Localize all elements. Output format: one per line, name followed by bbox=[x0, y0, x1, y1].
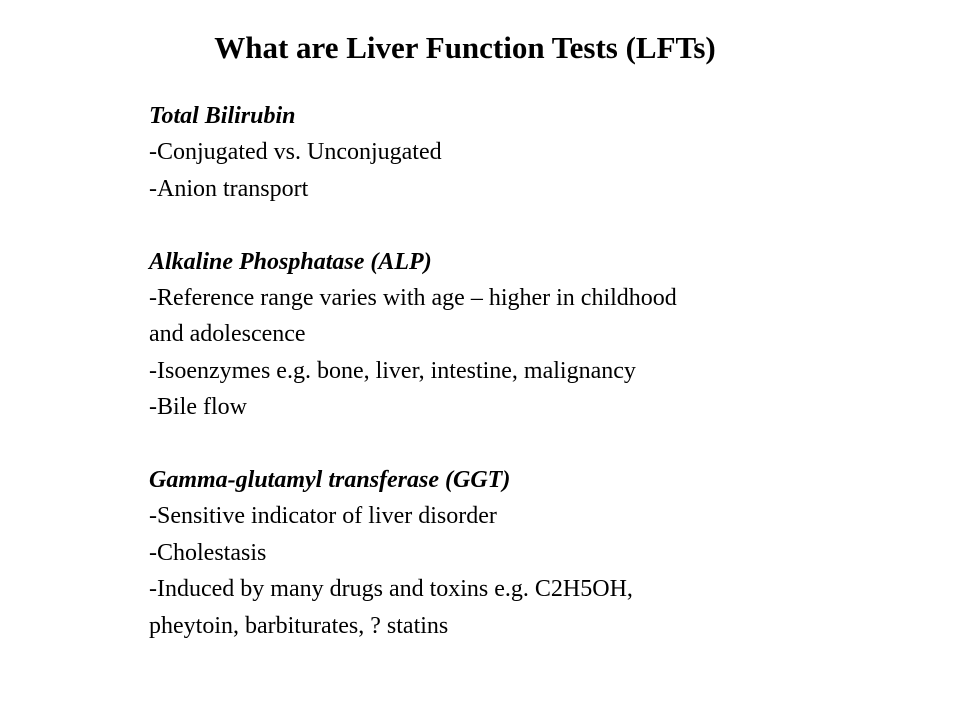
bullet-line: -Anion transport bbox=[149, 175, 309, 202]
bullet-line-continuation: and adolescence bbox=[149, 321, 306, 348]
bullet-line: -Conjugated vs. Unconjugated bbox=[149, 139, 442, 166]
section-alkaline-phosphatase bbox=[149, 244, 939, 426]
bullet-line: -Sensitive indicator of liver disorder bbox=[149, 503, 497, 530]
slide-title: What are Liver Function Tests (LFTs) bbox=[214, 30, 716, 65]
section-total-bilirubin bbox=[149, 98, 939, 207]
bullet-line-continuation: pheytoin, barbiturates, ? statins bbox=[149, 612, 449, 639]
section-ggt bbox=[149, 462, 939, 644]
bullet-line: -Isoenzymes e.g. bone, liver, intestine, malignancy bbox=[149, 357, 636, 384]
section-heading: Total Bilirubin bbox=[149, 103, 296, 129]
section-heading: Gamma-glutamyl transferase (GGT) bbox=[149, 467, 511, 494]
bullet-line: -Reference range varies with age – higher in childhood bbox=[149, 285, 677, 312]
slide-body bbox=[149, 98, 939, 644]
bullet-line: -Cholestasis bbox=[149, 539, 267, 566]
bullet-line: -Induced by many drugs and toxins e.g. C2H5OH, bbox=[149, 576, 633, 603]
bullet-line: -Bile flow bbox=[149, 394, 247, 421]
section-heading: Alkaline Phosphatase (ALP) bbox=[149, 248, 432, 275]
